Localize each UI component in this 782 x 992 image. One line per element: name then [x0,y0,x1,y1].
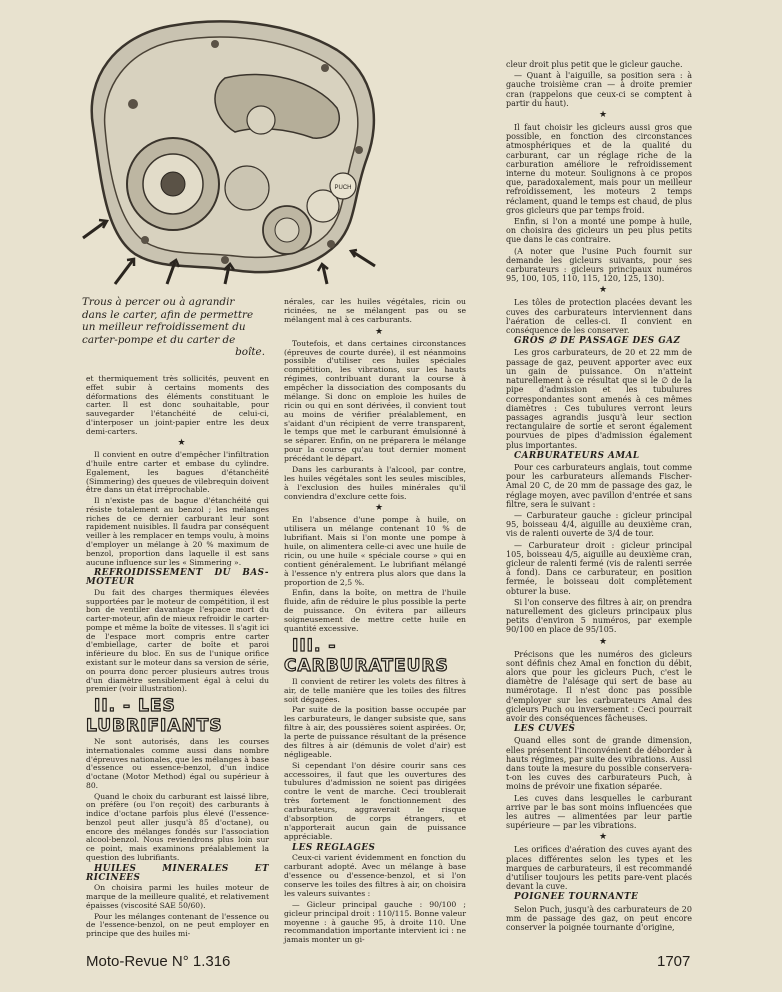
engine-crankcase-photo [75,8,390,286]
footer-page-number: 1707 [657,953,691,970]
caption-line: un meilleur refroidissement du [82,321,246,334]
subheading: LES REGLAGES [292,842,376,853]
paragraph: Quand le choix du carburant est laissé libre, on préfère (ou l'on reçoit) des carburants à indice d'octane parfois plus élevé (l'essence-benzol peut aller jusqu'à 85 d'octane), ou encore des mélanges fondés sur l'association alcool-benzol. Nous reviendrons plus loin sur ce point, mais examinons préalablement la question des lubrifiants. [86,791,269,862]
star-separator: ★ [177,438,186,449]
paragraph: et thermiquement très sollicités, peuvent en effet subir à certains moments des déformations des éléments constituant le carter. Il est donc souhaitable, pour sauvegarder l'étanchéité de celui-ci, d'interposer un joint-papier entre les deux demi-carters. [86,374,269,436]
paragraph: — Carburateur gauche : gicleur principal 95, boisseau 4/4, aiguille au deuxième cran, vis de ralenti ouverte de 3/4 de tour. [506,510,692,539]
paragraph: — Carburateur droit : gicleur principal 105, boisseau 4/5, aiguille au deuxième cran, gicleur de ralenti fermé (vis de ralenti serrée à fond). Dans ce carburateur, en position fermée, le boisseau doit complètement obturer la buse. [506,540,692,596]
paragraph: Il faut choisir les gicleurs aussi gros que possible, en fonction des circonstances atmosphériques et de la qualité du carburant, car un réglage riche de la carburation améliore le refroidissement interne du moteur. Soulignons à ce propos que, paradoxalement, mais pour un meilleur refroidissement, les moteurs 2 temps réclament, quand le temps est chaud, de plus gros gicleurs que par temps froid. [506,123,692,215]
subheading: GROS ∅ DE PASSAGE DES GAZ [514,336,681,347]
paragraph: Enfin, dans la boîte, on mettra de l'huile fluide, afin de réduire le plus possible la perte de puissance. On évitera par ailleurs soigneusement de mettre cette huile en quantité excessive. [284,588,466,633]
column-3 [506,60,692,934]
star-separator: ★ [598,636,608,647]
paragraph: Quand elles sont de grande dimension, elles présentent l'inconvénient de déborder à hauts régimes, par suite des vibrations. Aussi dans toute la mesure du possible conservera-t-on les cuves des carburateurs Puch, à moins de prévoir une fixation séparée. [506,736,692,792]
star-separator: ★ [374,326,384,337]
brand-plate-text: PUCH [334,185,352,191]
subheading: CARBURATEURS AMAL [514,450,640,461]
section-heading: II. - LES LUBRIFIANTS [86,696,223,737]
paragraph: Précisons que les numéros des gicleurs sont définis chez Amal en fonction du débit, alors que pour les gicleurs Puch, c'est le diamètre de l'alésage qui sert de base au numérotage. Il n'est donc pas possible d'employer sur les carburateurs Amal des gicleurs Puch ou inversement : Ceci pourrait avoir des conséquences fâcheuses. [506,649,692,723]
caption-line: carter-pompe et du carter de [82,333,236,346]
subheading: LES CUVES [514,724,576,735]
paragraph: Par suite de la position basse occupée par les carburateurs, le danger subsiste que, sans filtre à air, des poussières soient aspirées. Or, la perte de puissance résultant de la présence des filtres à air (démunis de volet d'air) est négligeable. [284,705,466,759]
column-2 [284,298,466,947]
paragraph: cleur droit plus petit que le gicleur gauche. [506,60,683,69]
footer-magazine-issue: Moto-Revue N° 1.316 [86,953,231,970]
paragraph: Il convient en outre d'empêcher l'infiltration d'huile entre carter et embase du cylindre. Egalement, les bagues d'étanchéité (Simmering) des queues de vilebrequin doivent être dans un état irréprochable. [86,450,269,495]
paragraph: — Quant à l'aiguille, sa position sera : à gauche troisième cran — à droite premier cran (rappelons que ceux-ci se comptent à partir du haut). [506,71,692,108]
paragraph: nérales, car les huiles végétales, ricin ou ricinées, ne se mélangent pas ou se mélangent mal à ces carburants. [284,297,466,324]
paragraph: Dans les carburants à l'alcool, par contre, les huiles végétales sont les seules miscibles, à l'exclusion des huiles minérales qu'il conviendra d'exclure cette fois. [284,464,466,501]
caption-line: boîte. [235,346,265,359]
column-1 [86,375,269,941]
caption-line: Trous à percer ou à agrandir [82,296,235,308]
paragraph: On choisira parmi les huiles moteur de marque de la meilleure qualité, et relativement épaisses (viscosité SAE 50/60). [86,883,269,910]
figure-caption [82,296,265,359]
paragraph: Enfin, si l'on a monté une pompe à huile, on choisira des gicleurs un peu plus petits que dans le cas contraire. [506,217,692,245]
subheading: POIGNEE TOURNANTE [514,892,639,903]
caption-line: dans le carter, afin de permettre [82,308,254,321]
paragraph: En l'absence d'une pompe à huile, on utilisera un mélange contenant 10 % de lubrifiant. Mais si l'on monte une pompe à huile, on alimentera celle-ci avec une huile de ricin, ou une huile « spéciale course » qui en contient généralement. Le lubrifiant mélangé à l'essence n'y entrera plus alors que dans la proportion de 2,5 %. [284,515,466,587]
paragraph: Si l'on conserve des filtres à air, on prendra naturellement des gicleurs principaux plus petits d'environ 5 numéros, par exemple 90/100 en place de 95/105. [506,597,692,635]
paragraph: Si cependant l'on désire courir sans ces accessoires, il faut que les ouvertures des tubulures d'admission ne soient pas dirigées contre le vent de marche. Ceci troublerait très fortement le fonctionnement des carburateurs, aggraverait le risque d'absorption de corps étrangers, et n'apporterait aucun gain de puissance appréciable. [284,760,466,841]
paragraph: Il n'existe pas de bague d'étanchéité qui résiste totalement au benzol ; les mélanges riches de ce dernier carburant leur sont rapidement nuisibles. Il faudra par conséquent veiller à les remplacer en temps voulu, à moins d'employer un mélange à 20 % maximum de benzol, proportion dans laquelle il est sans aucune influence sur les « Simmering ». [86,496,269,567]
section-heading: III. - CARBURATEURS [284,635,449,676]
star-separator: ★ [598,832,608,843]
paragraph: (A noter que l'usine Puch fournit sur demande les gicleurs suivants, pour ses carburateurs : gicleurs principaux numéros 95, 100, 105, 110, 115, 120, 125, 130). [506,246,692,284]
paragraph: Ne sont autorisés, dans les courses internationales comme aussi dans nombre d'épreuves nationales, que les mélanges à base d'essence ou essence-benzol, d'un indice d'octane (Motor Method) égal ou supérieur à 80. [86,737,269,790]
crankcase-body [92,21,374,272]
brand-plate [330,173,356,199]
subheading: REFROIDISSEMENT DU BAS-MOTEUR [86,568,269,588]
paragraph: Les cuves dans lesquelles le carburant arrive par le bas sont moins influencées que les autres — alimentées par leur partie supérieure — par les vibrations. [506,793,692,831]
star-separator: ★ [374,503,384,514]
paragraph: Il convient de retirer les volets des filtres à air, de telle manière que les toiles des filtres soit dégagées. [284,676,466,704]
paragraph: Selon Puch, jusqu'à des carburateurs de 20 mm de passage des gaz, on peut encore conserver la poignée tournante d'origine, [506,904,692,933]
star-separator: ★ [598,110,608,121]
paragraph: — Gicleur principal gauche : 90/100 ; gicleur principal droit : 110/115. Bonne valeur moyenne : à gauche 95, à droite 110. Une recommandation importante intervient ici : ne jamais monter un gi- [284,899,466,945]
paragraph: Pour ces carburateurs anglais, tout comme pour les carburateurs allemands Fischer-Amal 20 C, de 20 mm de passage des gaz, le réglage moyen, avec pavillon d'entrée et sans filtre, sera le suivant : [506,462,692,509]
paragraph: Pour les mélanges contenant de l'essence ou de l'essence-benzol, on ne peut employer en principe que des huiles mi- [86,911,269,939]
paragraph: Du fait des charges thermiques élevées supportées par le moteur de compétition, il est bon de ventiler davantage l'espace mort du carter-moteur, afin de mieux refroidir le carter-pompe et même la boîte de vitesses. Il s'agit ici de l'espace mort compris entre carter d'embiellage, carter de boîte et paroi inférieure du bloc. En sus de l'unique orifice existant sur le moteur dans sa version de série, on pourra donc percer plusieurs autres trous d'un diamètre sensiblement égal à celui du premier (voir illustration). [86,587,269,694]
subheading: HUILES MINERALES ET RICINEES [86,863,269,883]
paragraph: Les tôles de protection placées devant les cuves des carburateurs interviennent dans l'aération de celles-ci. Il convient en conséquence de les conserver. [506,298,692,336]
paragraph: Toutefois, et dans certaines circonstances (épreuves de courte durée), il est néanmoins possible d'utiliser ces huiles spéciales compétition, les vibrations, sur les hauts régimes, contribuant durant la course à empêcher la dissociation des composants du mélange. Si donc on emploie les huiles de ricin ou qui en sont dérivées, il convient tout au moins de vérifier préalablement, en s'aidant d'un récipient de verre transparent, le temps que met le carburant émulsionné à se séparer. Enfin, on ne préparera le mélange pour la course qu'au tout dernier moment précédant le départ. [284,338,466,463]
paragraph: Les orifices d'aération des cuves ayant des places différentes selon les types et les marques de carburateurs, il est recommandé d'utiliser toujours les petits pare-vent placés devant la cuve. [506,845,692,892]
star-separator: ★ [598,285,608,296]
paragraph: Ceux-ci varient évidemment en fonction du carburant adopté. Avec un mélange à base d'essence ou d'essence-benzol, et si l'on conserve les toiles des filtres à air, on choisira les valeurs suivantes : [284,853,466,898]
paragraph: Les gros carburateurs, de 20 et 22 mm de passage de gaz, peuvent apporter avec eux un gain de puissance. On n'atteint naturellement à ce résultat que si le ∅ de la pipe d'admission et les tubulures correspondantes sont amenés à ces mêmes diamètres : Ces tubulures verront leurs passages agrandis jusqu'à leur section rectangulaire de sortie et seront également pourvues de pipes d'admission également plus importantes. [506,348,692,450]
